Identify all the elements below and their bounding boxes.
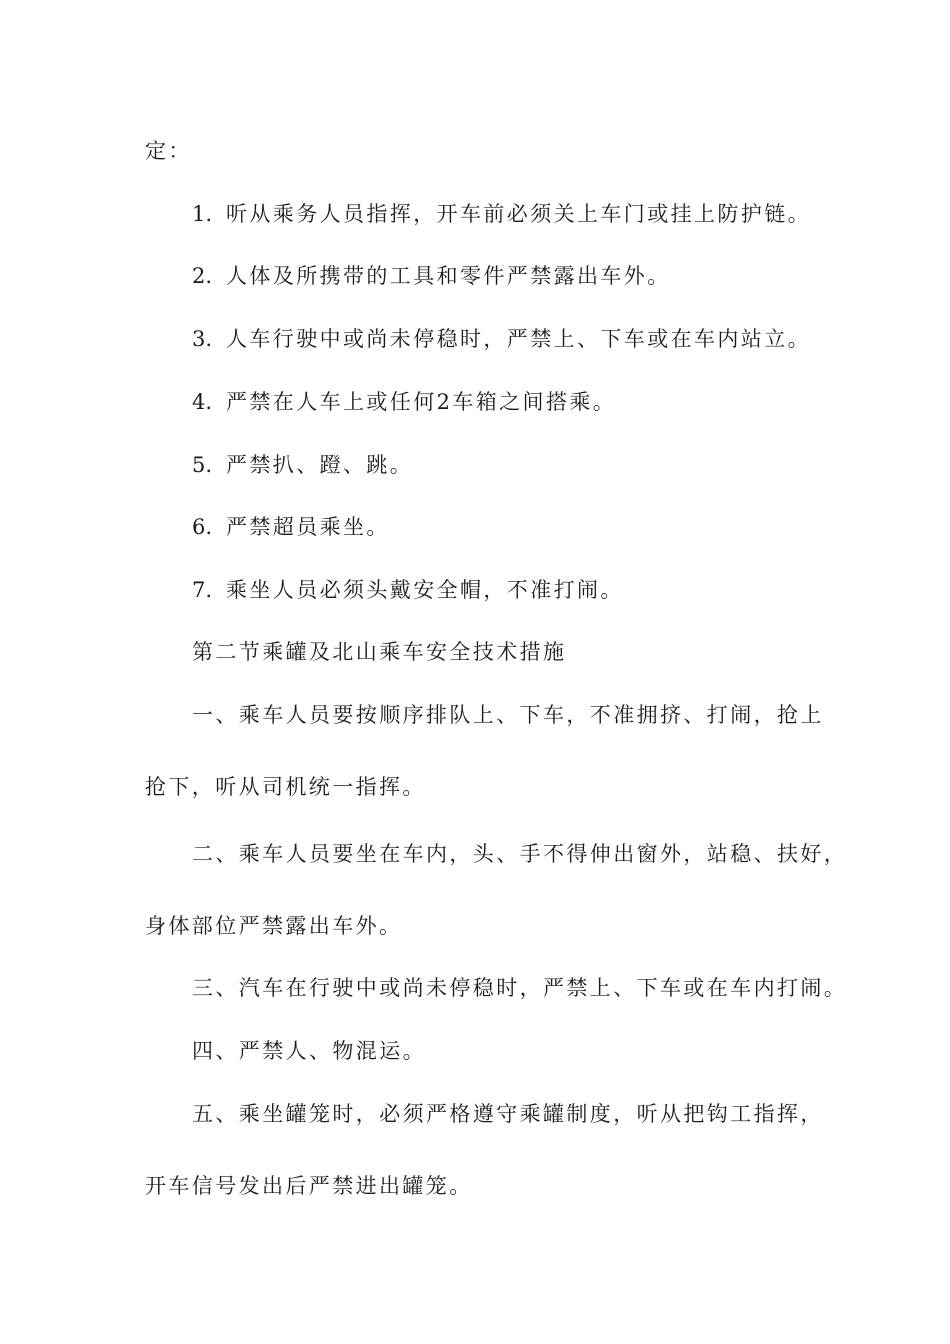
rule-number: 3. (192, 327, 213, 351)
rule-number: 4. (192, 390, 213, 414)
rule-text: 严禁扒、蹬、跳。 (226, 453, 414, 477)
rule-text: 人体及所携带的工具和零件严禁露出车外。 (226, 264, 671, 288)
rule-item (192, 512, 390, 542)
rule-item (192, 261, 671, 291)
measure-first-line: 四、严禁人、物混运。 (192, 1039, 426, 1063)
measure-continuation-line: 抢下，听从司机统一指挥。 (145, 775, 426, 799)
rule-text: 听从乘务人员指挥，开车前必须关上车门或挂上防护链。 (226, 202, 811, 226)
rule-text: 乘坐人员必须头戴安全帽，不准打闹。 (226, 578, 624, 602)
rule-item (192, 324, 811, 354)
rule-text: 严禁在人车上或任何2车箱之间搭乘。 (226, 390, 617, 414)
rule-item (192, 387, 616, 417)
rule-text: 严禁超员乘坐。 (226, 515, 390, 539)
measure-first-line: 五、乘坐罐笼时，必须严格遵守乘罐制度，听从把钩工指挥， (192, 1102, 824, 1126)
rule-item (192, 575, 624, 605)
section-title: 第二节乘罐及北山乘车安全技术措施 (192, 640, 567, 664)
rule-item (192, 450, 413, 480)
rule-item (192, 199, 811, 229)
measure-first-line: 一、乘车人员要按顺序排队上、下车，不准拥挤、打闹，抢上 (192, 703, 824, 727)
rule-number: 7. (192, 578, 213, 602)
intro-tail-text: 定： (145, 139, 192, 163)
measure-continuation-line: 身体部位严禁露出车外。 (145, 914, 403, 938)
measure-first-line: 三、汽车在行驶中或尚未停稳时，严禁上、下车或在车内打闹。 (192, 976, 848, 1000)
rule-text: 人车行驶中或尚未停稳时，严禁上、下车或在车内站立。 (226, 327, 811, 351)
rule-number: 1. (192, 202, 213, 226)
rule-number: 6. (192, 515, 213, 539)
measure-continuation-line: 开车信号发出后严禁进出罐笼。 (145, 1174, 473, 1198)
rule-number: 5. (192, 453, 213, 477)
measure-first-line: 二、乘车人员要坐在车内，头、手不得伸出窗外，站稳、扶好， (192, 842, 848, 866)
rule-number: 2. (192, 264, 213, 288)
